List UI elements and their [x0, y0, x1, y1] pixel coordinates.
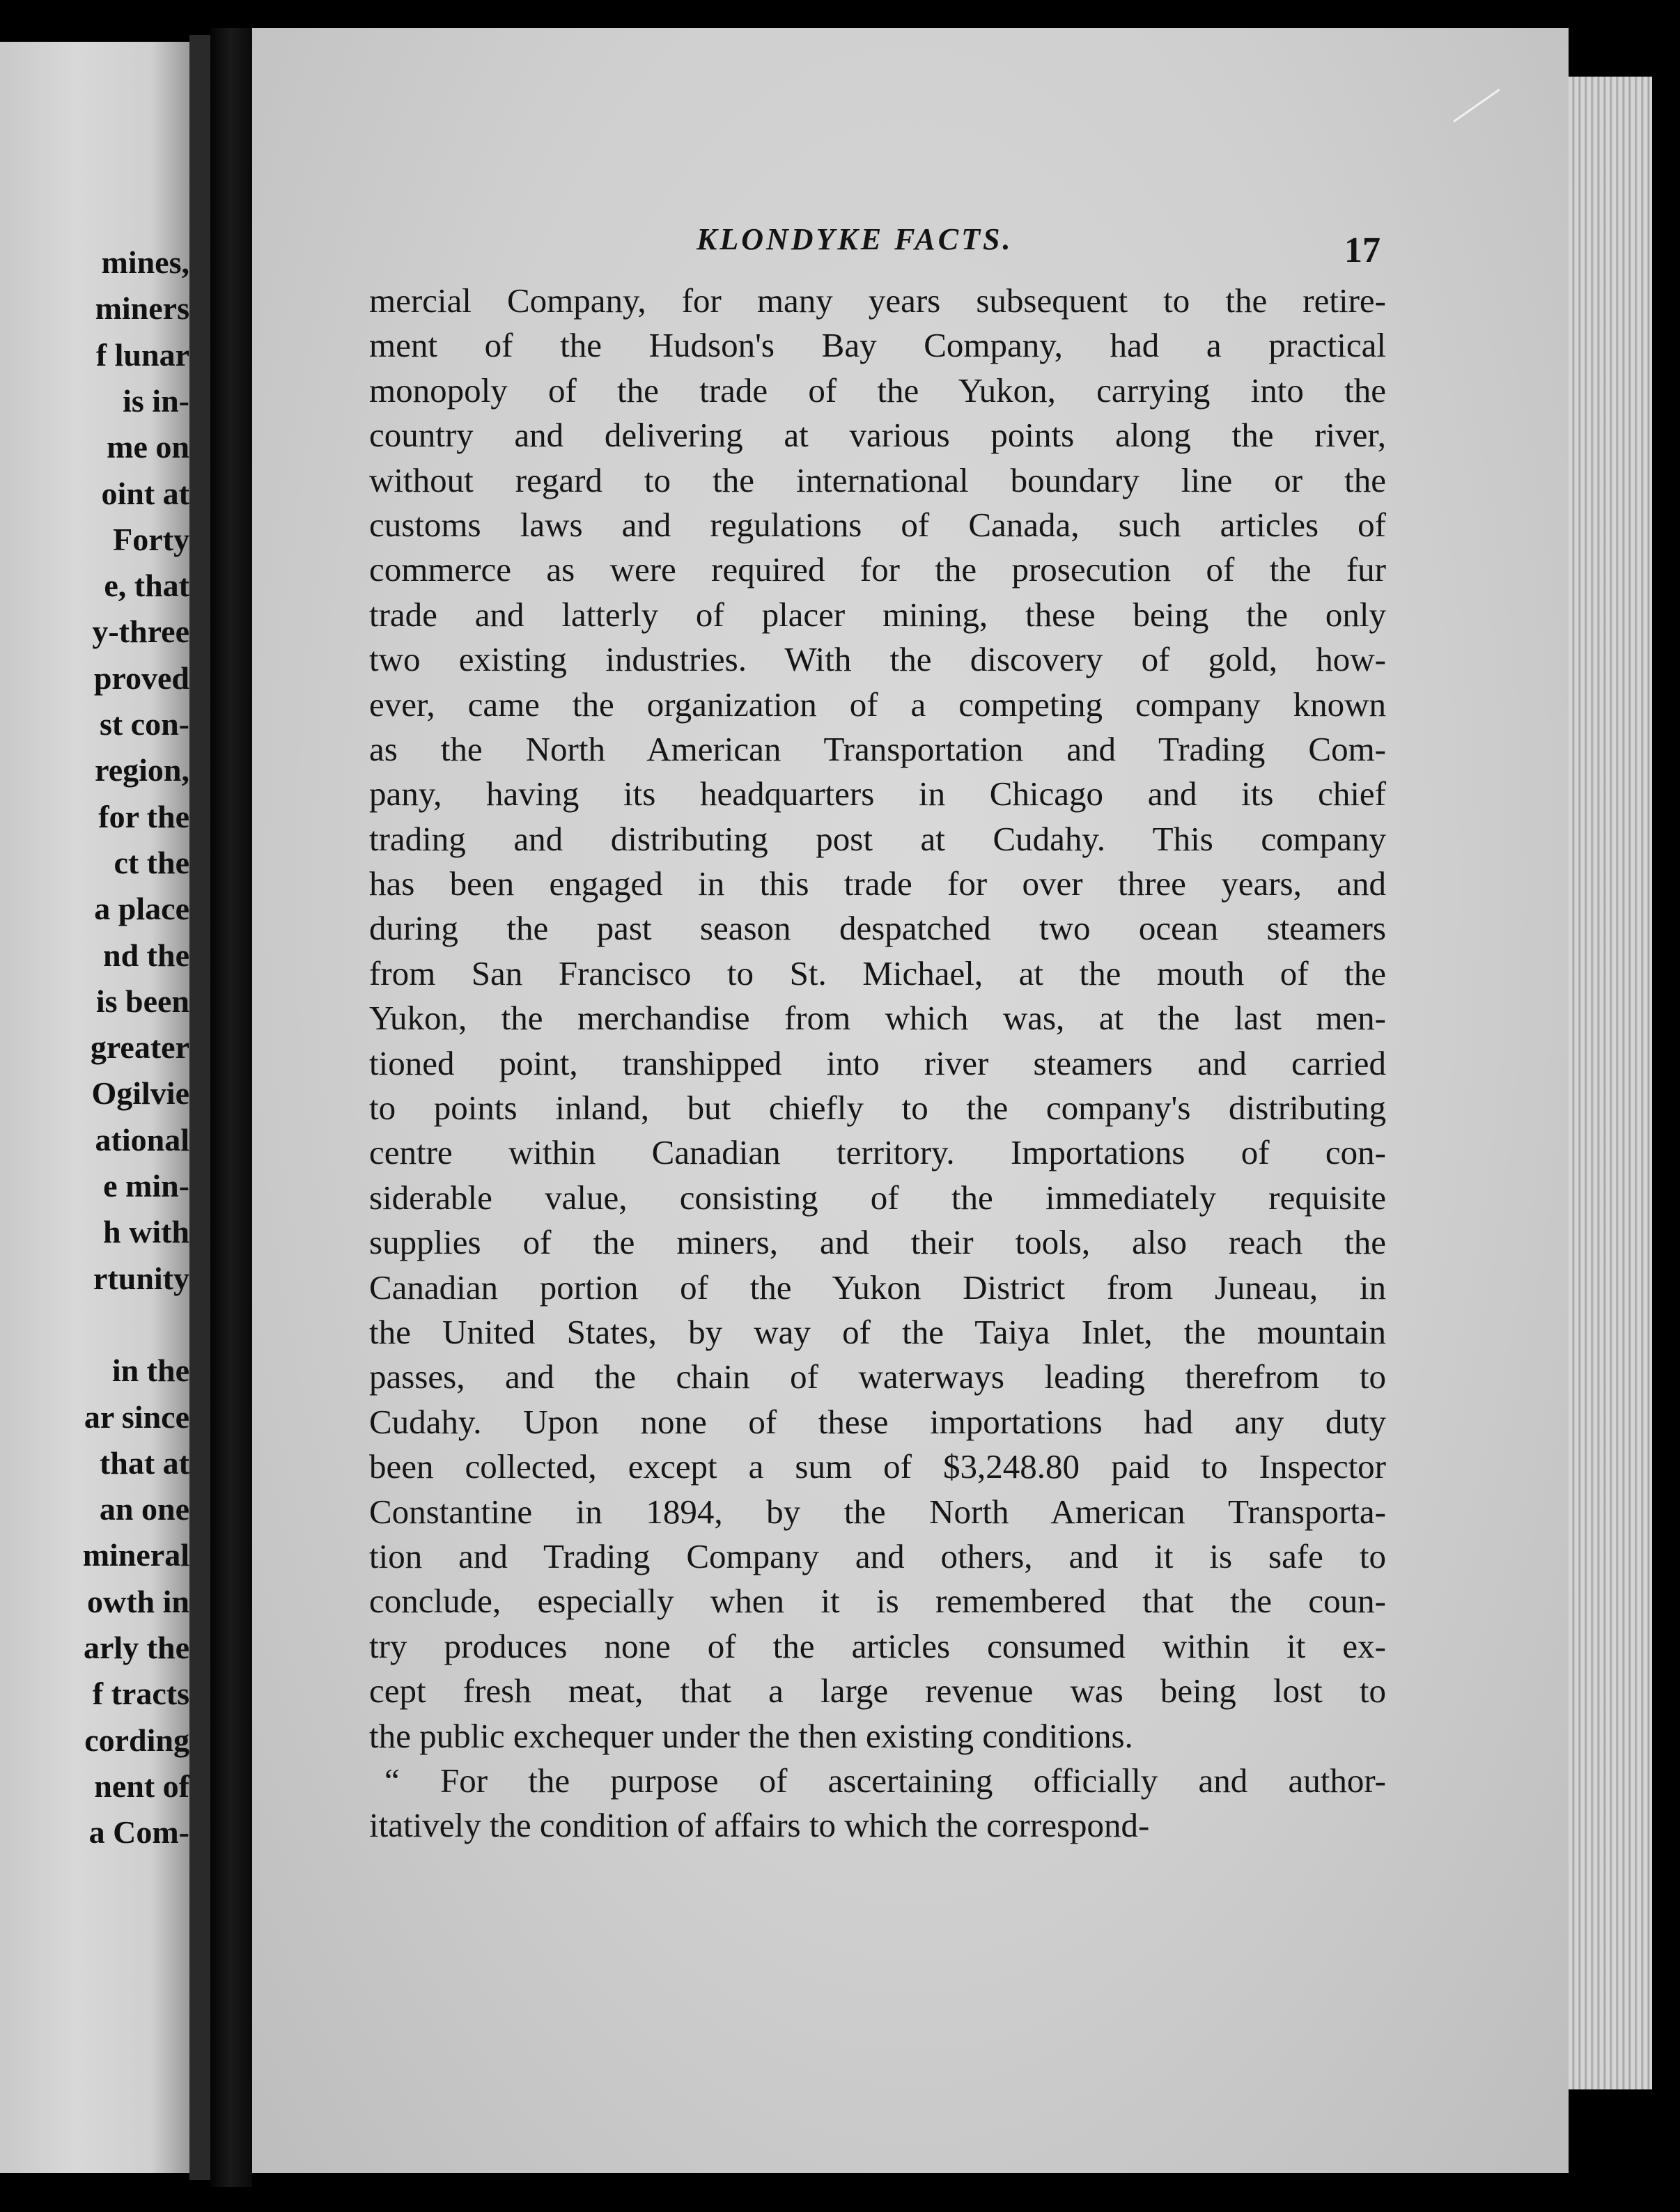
- text-line: the public exchequer under the then existing conditions.: [369, 1716, 1133, 1755]
- text-line: conclude, especially when it is remembered that the coun-: [369, 1582, 1386, 1621]
- text-line: tion and Trading Company and others, and it is safe to: [369, 1536, 1386, 1575]
- left-page-line: Ogilvie: [91, 1075, 189, 1112]
- text-line: try produces none of the articles consumed within it ex-: [369, 1626, 1386, 1665]
- left-page-line: nent of: [94, 1768, 189, 1804]
- text-line: country and delivering at various points along the river,: [369, 416, 1386, 455]
- text-line: customs laws and regulations of Canada, such articles of: [369, 505, 1386, 544]
- left-page-line: an one: [99, 1491, 189, 1527]
- text-line: Canadian portion of the Yukon District from Juneau, in: [369, 1268, 1386, 1307]
- left-page-line: cording: [84, 1722, 189, 1758]
- text-line: trading and distributing post at Cudahy. This company: [369, 819, 1386, 858]
- left-page-line: e min-: [103, 1168, 189, 1204]
- page-stack-edge: [1569, 77, 1652, 2089]
- text-line: itatively the condition of affairs to which the correspond-: [369, 1806, 1150, 1845]
- left-page-line: miners: [95, 290, 189, 327]
- left-page-line: me on: [107, 429, 189, 465]
- text-line: passes, and the chain of waterways leading therefrom to: [369, 1357, 1386, 1396]
- text-line: centre within Canadian territory. Importations of con-: [369, 1133, 1386, 1172]
- left-page-line: mineral: [82, 1537, 189, 1573]
- text-line: Cudahy. Upon none of these importations had any duty: [369, 1402, 1386, 1441]
- left-page-line: is in-: [123, 382, 189, 419]
- left-page-line: is been: [95, 983, 189, 1019]
- text-line: supplies of the miners, and their tools, also reach the: [369, 1223, 1386, 1262]
- left-page-line: ct the: [114, 844, 189, 880]
- left-page-line: ational: [95, 1121, 189, 1158]
- left-page-line: proved: [93, 660, 189, 696]
- left-page-line: that at: [99, 1444, 189, 1481]
- left-page-line: y-three: [92, 614, 189, 650]
- left-facing-page: [0, 42, 189, 2173]
- text-line: cept fresh meat, that a large revenue was being lost to: [369, 1672, 1386, 1711]
- left-page-line: rtunity: [93, 1260, 189, 1296]
- page-edge-shadow: [1652, 77, 1680, 2089]
- text-line: two existing industries. With the discovery of gold, how-: [369, 640, 1386, 679]
- left-page-line: oint at: [101, 475, 189, 511]
- left-page-line: f lunar: [95, 336, 189, 373]
- text-line: without regard to the international boundary line or the: [369, 460, 1386, 499]
- left-page-line: a Com-: [88, 1814, 189, 1851]
- text-line: from San Francisco to St. Michael, at the mouth of the: [369, 953, 1386, 992]
- left-page-line: e, that: [104, 568, 189, 604]
- left-page-line: Forty: [113, 521, 189, 557]
- left-page-line: greater: [90, 1029, 189, 1066]
- text-line: as the North American Transportation and Trading Com-: [369, 729, 1386, 768]
- left-page-line: in the: [111, 1353, 189, 1389]
- text-line: trade and latterly of placer mining, these being the only: [369, 595, 1386, 634]
- text-line: to points inland, but chiefly to the company's distributing: [369, 1089, 1386, 1128]
- body-text: [369, 279, 1386, 1848]
- left-page-line: a place: [94, 891, 189, 927]
- text-line: mercial Company, for many years subsequent to the retire-: [369, 281, 1386, 320]
- left-page-line: arly the: [83, 1630, 189, 1665]
- text-line: has been engaged in this trade for over three years, and: [369, 864, 1386, 903]
- text-line: during the past season despatched two ocean steamers: [369, 909, 1386, 948]
- text-line: monopoly of the trade of the Yukon, carrying into the: [369, 371, 1386, 410]
- book-gutter: [210, 28, 252, 2187]
- text-line: ever, came the organization of a competing company known: [369, 685, 1386, 724]
- running-title: KLONDYKE FACTS.: [697, 222, 1013, 256]
- left-page-line: region,: [95, 752, 189, 788]
- left-page-line: owth in: [87, 1583, 189, 1619]
- left-page-line: nd the: [103, 937, 189, 973]
- left-page-line: mines,: [101, 244, 189, 280]
- text-line: Constantine in 1894, by the North American Transporta-: [369, 1492, 1386, 1531]
- left-page-line: h with: [103, 1214, 189, 1250]
- text-line: commerce as were required for the prosecution of the fur: [369, 550, 1386, 589]
- left-page-line: for the: [98, 798, 189, 834]
- text-line: ment of the Hudson's Bay Company, had a practical: [369, 326, 1386, 365]
- text-line: pany, having its headquarters in Chicago and its chief: [369, 774, 1386, 813]
- left-page-line: ar since: [84, 1399, 189, 1435]
- page-number: 17: [1344, 231, 1380, 270]
- text-line: siderable value, consisting of the immediately requisite: [369, 1178, 1386, 1217]
- text-line: “ For the purpose of ascertaining officially and author-: [384, 1761, 1386, 1800]
- left-page-line: f tracts: [92, 1676, 189, 1712]
- text-line: been collected, except a sum of $3,248.80 paid to Inspector: [369, 1447, 1386, 1486]
- text-line: Yukon, the merchandise from which was, at the last men-: [369, 999, 1386, 1038]
- text-line: tioned point, transhipped into river steamers and carried: [369, 1043, 1386, 1082]
- left-page-line: st con-: [99, 706, 189, 742]
- gutter-shadow: [189, 35, 210, 2180]
- text-line: the United States, by way of the Taiya Inlet, the mountain: [369, 1312, 1386, 1351]
